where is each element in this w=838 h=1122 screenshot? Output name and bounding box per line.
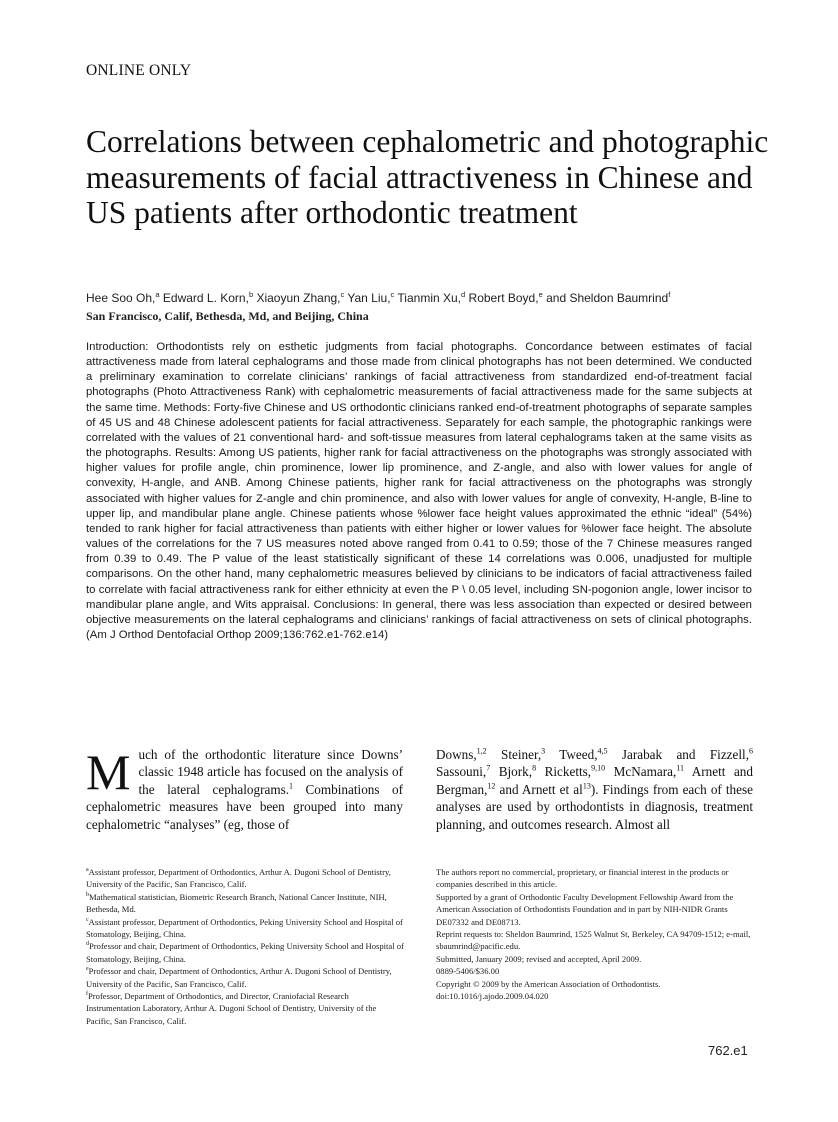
funding: Supported by a grant of Orthodontic Faculty Development Fellowship Award from the American Association of Orthodontists Foundation and in part by NIH-NIDR Grants DE07332 and DE08713. xyxy=(436,891,734,927)
footnote: $^f$Professor, Department of Orthodontics, and Director, Craniofacial Research Instrumentation Laboratory, Arthur A. Dugoni School of Dentistry, University of the Pacific, San Francisco, Calif. xyxy=(86,991,377,1026)
reference-link[interactable]: 3 xyxy=(541,746,546,756)
body-column-right: Downs,$^{1,2}$ Steiner,$^3$ Tweed,$^{4,5}$ Jarabak and Fizzell,$^6$ Sassouni,$^7$ Bjork,$^8$ Ricketts,$^{9,10}$ McNamara,$^{11}$ Arnett and Bergman,$^{12}$ and Arnett et $al^{13}$). Findings from each of these analyses are used by orthodontists in diagnosis, treatment planning, and outcomes research. Almost all xyxy=(436,746,753,832)
author[interactable]: Tianmin Xu,$^d$ xyxy=(397,290,466,305)
author[interactable]: and Sheldon Baumrind$^f$ xyxy=(546,290,671,305)
footnote: $^a$Assistant professor, Department of Orthodontics, Arthur A. Dugoni School of Dentistry, University of the Pacific, San Francisco, Calif. xyxy=(86,867,391,890)
affiliation-locations: San Francisco, Calif, Bethesda, Md, and Beijing, China xyxy=(86,309,369,323)
drop-cap: M xyxy=(86,744,131,800)
reference-link[interactable]: 1,2 xyxy=(476,746,487,756)
author[interactable]: Edward L. Korn,$^b$ xyxy=(162,290,254,305)
page-number: 762.e1 xyxy=(708,1043,748,1058)
footnote: $^b$Mathematical statistician, Biometric Research Branch, National Cancer Institute, NIH, Bethesda, Md. xyxy=(86,891,387,915)
author[interactable]: Hee Soo Oh,$^a$ xyxy=(86,290,160,305)
body-text: Combinations of cephalometric measures have been grouped into many cephalometric “analyses” (eg, those of xyxy=(86,781,403,832)
author[interactable]: Yan Liu,$^c$ xyxy=(347,290,395,305)
reprint-requests[interactable]: Reprint requests to: Sheldon Baumrind, 1525 Walnut St, Berkeley, CA 94709-1512; e-mail, sbaumrind@pacific.edu. xyxy=(436,929,751,952)
author-footnotes xyxy=(86,866,404,1027)
body-column-left xyxy=(86,746,403,833)
reference-link[interactable]: 13 xyxy=(582,781,591,791)
author[interactable]: Xiaoyun Zhang,$^c$ xyxy=(256,290,345,305)
abstract: Introduction: Orthodontists rely on esthetic judgments from facial photographs. Concordance between estimates of facial attractiveness made from lateral cephalograms and those made from clinical photographs has not been determined. We conducted a preliminary examination to correlate clinicians’ rankings of facial attractiveness from standardized end-of-treatment facial photographs (Photo Attractiveness Rank) with cephalometric measurements of facial attractiveness made for the same subjects at the same time. Methods: Forty-five Chinese and US orthodontic clinicians ranked end-of-treatment photographs of separate samples of 45 US and 48 Chinese adolescent patients for facial attractiveness. Separately for each sample, the photographic rankings were correlated with the values of 21 conventional hard- and soft-tissue measures from lateral cephalograms taken at the same visits as the photographs. Results: Among US patients, higher rank for facial attractiveness on the photographs was strongly associated with higher values for profile angle, chin prominence, lower lip prominence, and Z-angle, and also with lower values for angle of convexity, H-angle, and ANB. Among Chinese patients, higher rank for facial attractiveness on the photographs was strongly associated with higher values for Z-angle and chin prominence, and also with lower values for angle of convexity, H-angle, B-line to upper lip, and mandibular plane angle. Chinese patients whose %lower face height values approximated the ethnic “ideal” (54%) tended to rank higher for facial attractiveness than patients with either higher or lower values for %lower face height. The absolute values of the correlations for the 7 US measures noted above ranged from 0.41 to 0.59; those of the 7 Chinese measures ranged from 0.39 to 0.49. The P value of the least statistically significant of these 14 correlations was 0.006, unadjusted for multiple comparisons. On the other hand, many cephalometric measures believed by clinicians to be indicators of facial attractiveness failed to correlate with facial attractiveness rank for either ethnicity at even the P \ 0.05 level, including SN-pogonion angle, lower incisor to mandibular plane angle, and Wits appraisal. Conclusions: In general, there was less association than expected or desired between objective measurements on the lateral cephalograms and clinicians’ rankings of facial attractiveness on sets of clinical photographs. (Am J Orthod Dentofacial Orthop 2009;136:762.e1-762.e14) xyxy=(86,341,752,641)
reference-link[interactable]: 6 xyxy=(749,746,753,756)
reference-link[interactable]: 8 xyxy=(532,764,537,774)
section-label: ONLINE ONLY xyxy=(86,62,192,79)
reference-link[interactable]: 4,5 xyxy=(597,746,608,756)
reference-link[interactable]: 12 xyxy=(487,781,496,791)
reference-link[interactable]: 1 xyxy=(289,781,294,791)
article-title: Correlations between cephalometric and photographic measurements of facial attractiveness in Chinese and US patients after orthodontic treatment xyxy=(86,124,769,230)
body-text: uch of the orthodontic literature since Downs’ classic 1948 article has focused on the analysis of the lateral cephalograms. xyxy=(138,747,403,797)
footnote: $^e$Professor and chair, Department of Orthodontics, Arthur A. Dugoni School of Dentistry, University of the Pacific, San Francisco, Calif. xyxy=(86,966,392,989)
disclosure: The authors report no commercial, proprietary, or financial interest in the products or companies described in this article. xyxy=(436,867,729,890)
reference-link[interactable]: 7 xyxy=(486,764,491,774)
copyright: Copyright © 2009 by the American Association of Orthodontists. xyxy=(436,978,661,989)
reference-link[interactable]: 11 xyxy=(676,764,684,774)
doi-link[interactable]: doi:10.1016/j.ajodo.2009.04.020 xyxy=(436,991,549,1002)
submission-dates: Submitted, January 2009; revised and accepted, April 2009. xyxy=(436,953,642,964)
author-list xyxy=(86,290,786,306)
article-info-footnotes xyxy=(436,866,754,1002)
author[interactable]: Robert Boyd,$^e$ xyxy=(468,290,543,305)
reference-link[interactable]: 9,10 xyxy=(591,764,606,774)
issn-price: 0889-5406/$36.00 xyxy=(436,966,500,977)
footnote: $^c$Assistant professor, Department of Orthodontics, Peking University School and Hospital of Stomatology, Beijing, China. xyxy=(86,916,403,940)
footnote: $^d$Professor and chair, Department of Orthodontics, Peking University School and Hospital of Stomatology, Beijing, China. xyxy=(86,941,404,964)
